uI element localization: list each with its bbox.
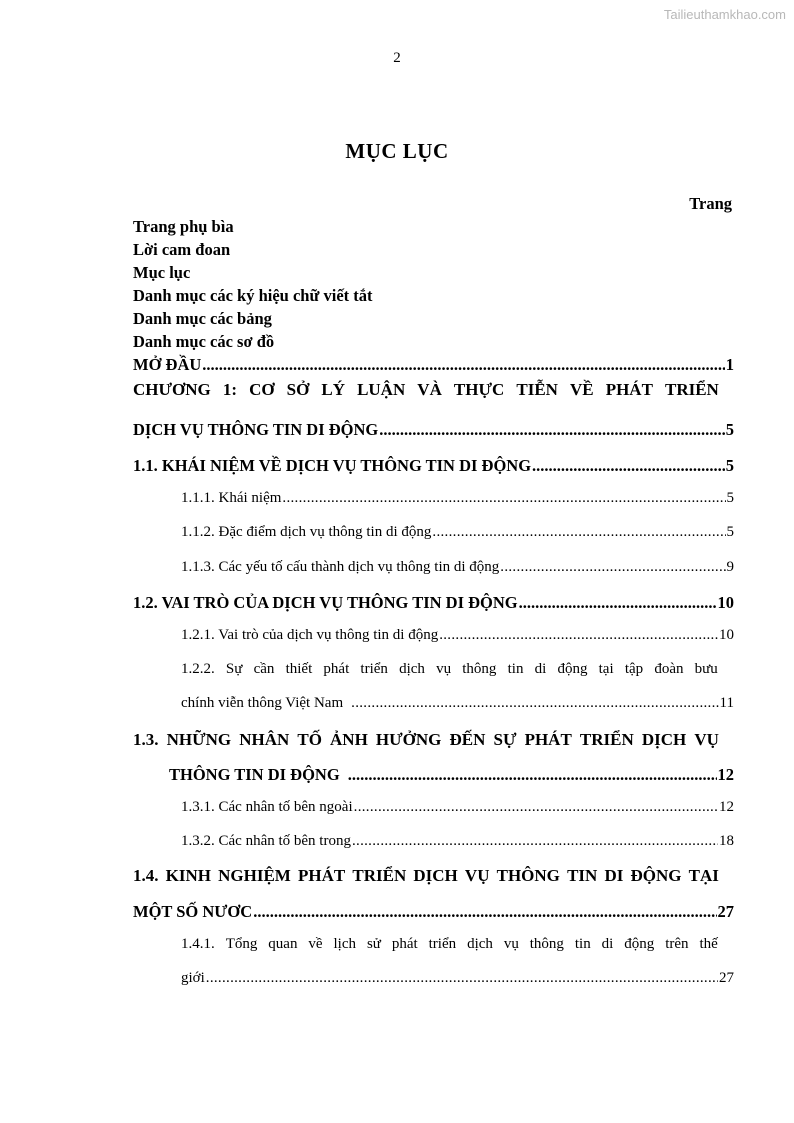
front-item-cac-bang: Danh mục các bảng [133,309,272,328]
toc-page: 5 [726,524,734,540]
toc-label: 1.1.3. Các yếu tố cấu thành dịch vụ thông tin di động [181,559,500,575]
toc-page: 10 [717,593,734,612]
toc-entry-mo-dau[interactable] [133,355,734,375]
toc-label: MỘT SỐ NƯƠC [133,902,253,921]
word: tập [624,661,644,677]
front-item-ky-hieu: Danh mục các ký hiệu chữ viết tắt [133,286,373,305]
toc-page: 27 [719,970,734,986]
leader-dots [379,420,724,440]
word: DỊCH [641,730,687,749]
word: NGHIỆM [218,866,291,885]
leader-dots [253,902,716,922]
toc-label: 1.2. VAI TRÒ CỦA DỊCH VỤ THÔNG TIN DI ĐỘNG [133,593,518,612]
toc-page: 9 [726,559,734,575]
toc-label: giới [181,970,205,986]
word: VỤ [464,866,490,885]
leader-dots [348,765,717,785]
word: về [308,936,323,952]
word: TRIỂN [579,730,634,749]
leader-dots [354,799,718,816]
toc-section-1-1-1[interactable] [181,490,734,507]
toc-page: 27 [717,902,734,921]
word: PHÁT [605,380,653,399]
toc-section-1-4-1-line1[interactable] [181,936,718,953]
word: 1.2.2. [181,661,215,677]
word: VỀ [570,380,594,399]
leader-dots [532,456,725,476]
word: triển [428,936,457,952]
watermark: Tailieuthamkhao.com [663,7,786,22]
toc-label: 1.1. KHÁI NIỆM VỀ DỊCH VỤ THÔNG TIN DI ĐỘNG [133,456,532,475]
toc-label: 1.3.2. Các nhân tố bên trong [181,833,351,849]
toc-page: 5 [725,456,734,475]
word: thiết [285,661,313,677]
toc-section-1-3-2[interactable] [181,833,734,850]
toc-label: MỞ ĐẦU [133,355,202,374]
word: PHÁT [524,730,572,749]
word: CHƯƠNG [133,380,211,399]
word: di [534,661,547,677]
toc-page: 11 [719,695,734,711]
word: phát [391,936,418,952]
leader-dots [352,833,718,850]
page-number: 2 [393,50,401,66]
word: di [601,936,614,952]
word: DI [604,866,624,885]
word: LÝ [321,380,345,399]
trang-label: Trang [689,194,732,213]
word: SỞ [286,380,310,399]
word: thông [462,661,497,677]
word: THÔNG [496,866,560,885]
toc-section-1-1[interactable] [133,456,734,476]
leader-dots [432,524,725,541]
toc-section-1-3-line1[interactable] [133,730,719,750]
word: 1: [222,380,237,399]
leader-dots [500,559,725,576]
word: 1.4.1. [181,936,215,952]
word: vụ [436,661,452,677]
toc-page: 1 [725,355,734,374]
word: TỐ [297,730,322,749]
word: NHÂN [239,730,290,749]
word: thông [529,936,564,952]
word: dịch [467,936,493,952]
word: 1.3. [133,730,159,749]
word: SỰ [493,730,517,749]
front-item-trang-phu-bia: Trang phụ bìa [133,217,234,236]
word: VÀ [417,380,442,399]
toc-label: 1.1.1. Khái niệm [181,490,282,506]
leader-dots [282,490,725,507]
toc-chapter-1-line2[interactable] [133,420,734,440]
word: TRIỂN [352,866,407,885]
page-title: MỤC LỤC [345,139,449,163]
word: động [557,661,588,677]
toc-label: 1.1.2. Đặc điểm dịch vụ thông tin di động [181,524,432,540]
toc-section-1-4-line1[interactable] [133,866,719,886]
word: sử [366,936,381,952]
word: ĐỘNG [630,866,682,885]
toc-section-1-4-line2[interactable] [133,902,734,922]
word: TIN [567,866,598,885]
toc-section-1-2-1[interactable] [181,627,734,644]
toc-section-1-4-1-line2[interactable] [181,970,734,987]
front-item-so-do: Danh mục các sơ đồ [133,332,275,351]
leader-dots [206,970,718,987]
front-item-muc-luc: Mục lục [133,263,191,282]
toc-label: 1.3.1. Các nhân tố bên ngoài [181,799,353,815]
word: vụ [503,936,519,952]
toc-label: DỊCH VỤ THÔNG TIN DI ĐỘNG [133,420,379,439]
word: quan [268,936,298,952]
toc-label: THÔNG TIN DI ĐỘNG [169,765,340,784]
word: tin [507,661,524,677]
toc-chapter-1-line1[interactable] [133,380,719,400]
toc-section-1-1-3[interactable] [181,559,734,576]
toc-page: 12 [717,765,734,784]
toc-label: chính viễn thông Việt Nam [181,695,344,711]
word: KINH [165,866,211,885]
word: tại [598,661,614,677]
word: đoàn [654,661,684,677]
front-item-loi-cam-doan: Lời cam đoan [133,240,231,259]
word: TẠI [688,866,719,885]
word: phát [323,661,350,677]
toc-section-1-3-1[interactable] [181,799,734,816]
word: tin [574,936,591,952]
word: động [624,936,655,952]
word: TRIỂN [664,380,719,399]
toc-section-1-2-2-line1[interactable] [181,661,718,678]
toc-page: 10 [719,627,734,643]
leader-dots [519,593,717,613]
word: HƯỞNG [375,730,442,749]
word: PHÁT [298,866,346,885]
toc-section-1-1-2[interactable] [181,524,734,541]
word: VỤ [694,730,719,749]
word: DỊCH [413,866,458,885]
toc-page: 18 [719,833,734,849]
word: thế [699,936,718,952]
word: ĐẾN [449,730,486,749]
word: LUẬN [357,380,406,399]
word: triển [360,661,388,677]
toc-label: 1.2.1. Vai trò của dịch vụ thông tin di động [181,627,439,643]
word: TIỄN [516,380,558,399]
word: trên [665,936,689,952]
toc-section-1-2[interactable] [133,593,734,613]
word: 1.4. [133,866,159,885]
word: THỰC [453,380,505,399]
word: lịch [333,936,357,952]
word: cần [253,661,275,677]
toc-page: 5 [726,490,734,506]
toc-page: 12 [719,799,734,815]
word: CƠ [249,380,275,399]
leader-dots [439,627,718,644]
toc-section-1-2-2-line2[interactable] [181,695,734,712]
word: ẢNH [330,730,368,749]
word: dịch [399,661,425,677]
word: Sự [225,661,243,677]
leader-dots [351,695,718,712]
leader-dots [202,355,724,375]
toc-page: 5 [725,420,734,439]
word: Tổng [225,936,258,952]
word: NHỮNG [166,730,232,749]
word: bưu [694,661,718,677]
toc-section-1-3-line2[interactable] [169,765,734,785]
